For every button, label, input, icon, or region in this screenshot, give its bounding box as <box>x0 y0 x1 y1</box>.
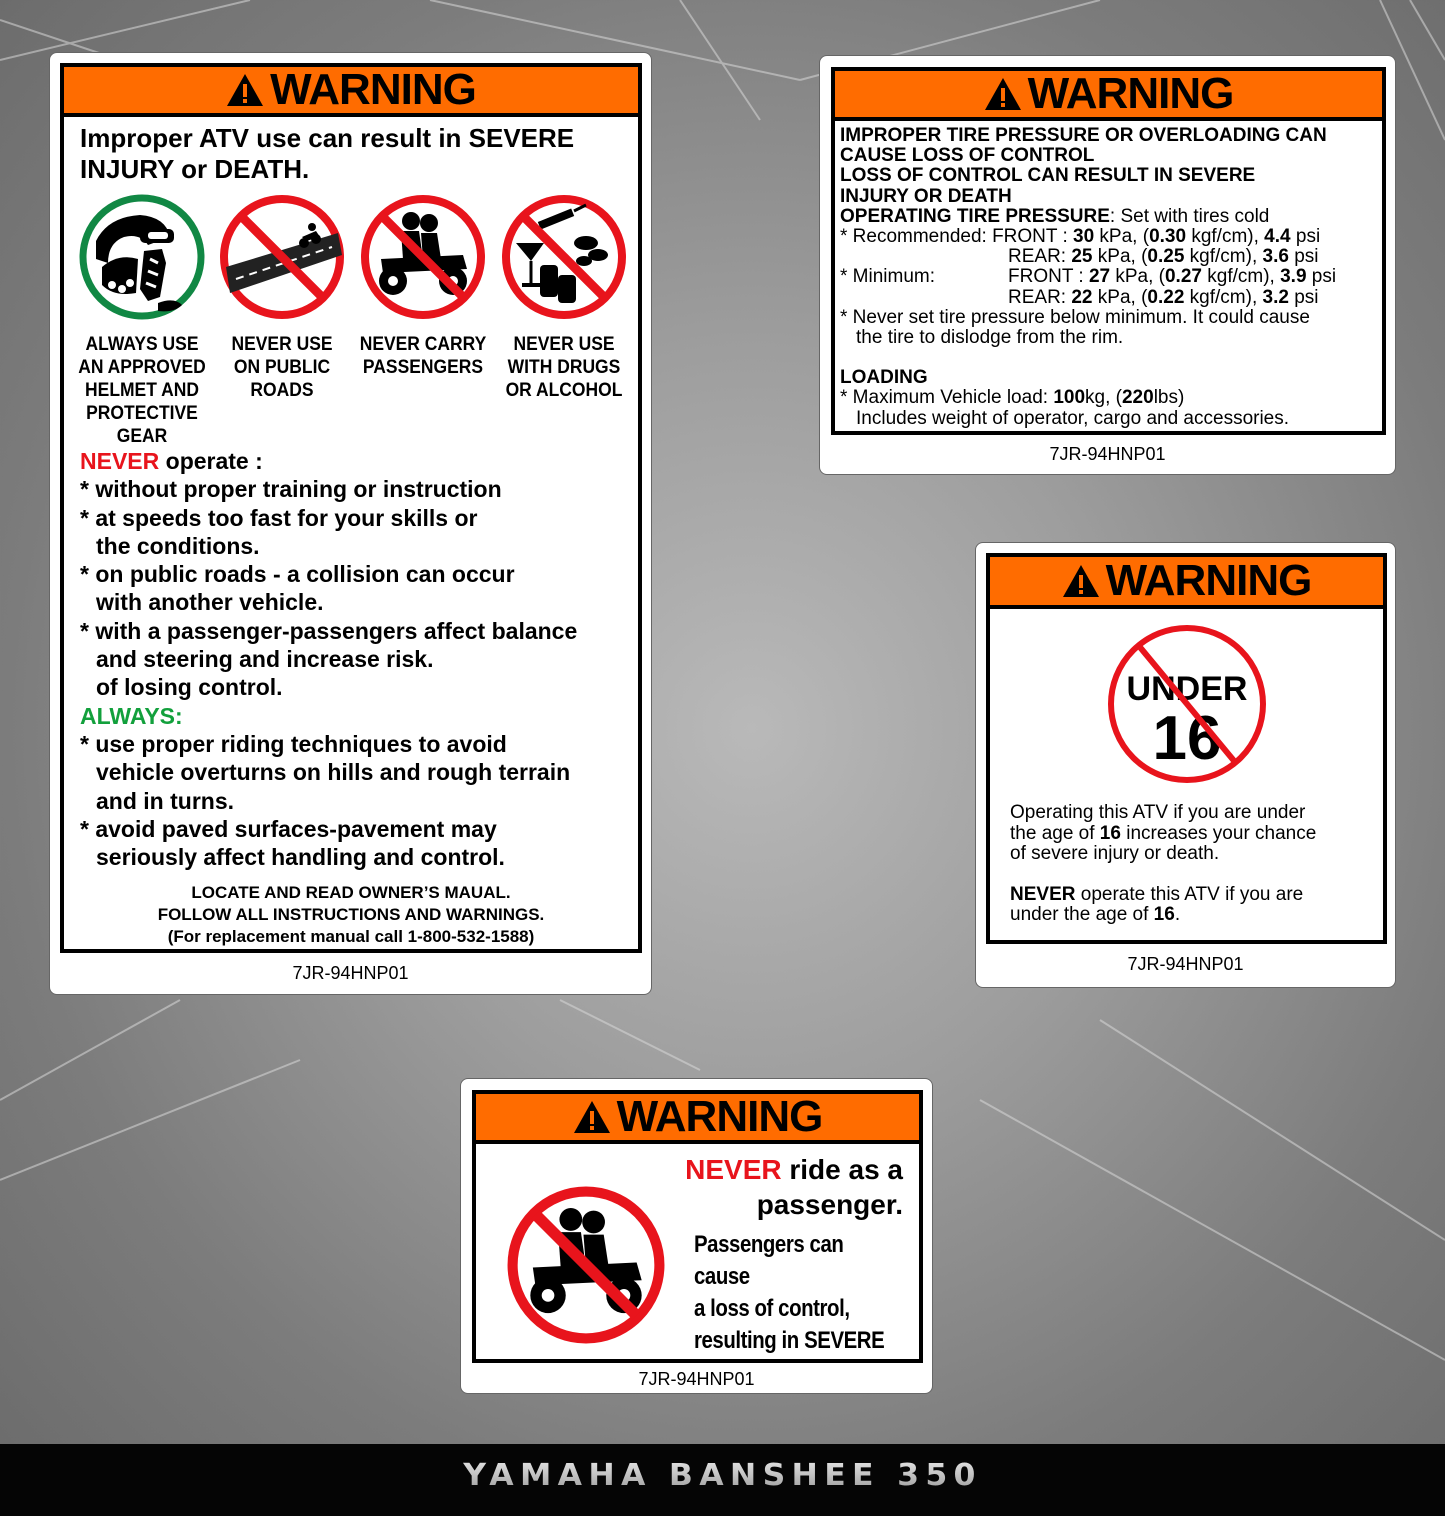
warning-word: WARNING <box>270 65 476 114</box>
svg-text:16: 16 <box>1152 704 1222 773</box>
headline-line: INJURY or DEATH. <box>80 154 310 184</box>
decal-border <box>60 63 642 953</box>
list-item: * without proper training or instruction <box>80 476 502 503</box>
manual-notice: LOCATE AND READ OWNER’S MAUAL. FOLLOW ALL INSTRUCTIONS AND WARNINGS. (For replacement manual call 1-800-532-1588) <box>157 883 545 946</box>
list-item: * with a passenger-passengers affect balance <box>80 617 578 644</box>
svg-text:UNDER: UNDER <box>1126 670 1248 708</box>
no-under-16-icon <box>1105 622 1269 786</box>
warning-banner <box>990 557 1383 609</box>
part-number: 7JR-94HNP01 <box>638 1369 755 1389</box>
never-heading: NEVER operate : <box>80 448 263 474</box>
tire-pressure-text: IMPROPER TIRE PRESSURE OR OVERLOADING CAN CAUSE LOSS OF CONTROL LOSS OF CONTROL CAN RESULT IN SEVERE INJURY OR DEATH OPERATING TIRE PRESSURE: Set with tires cold * Recommended: FRONT : 30 kPa, (0.30 kgf/cm), 4.4 psi REAR: 25 kPa, (0.25 kgf/cm), 3.6 psi * Minimum: FRONT : 27 kPa, (0.27 kgf/cm), 3.9 psi REAR: 22 kPa, (0.22 kgf/cm), 3.2 psi * Never set tire pressure below minimum. It could cause the tire to dislodge from the rim. LOADING * Maximum Vehicle load: 100kg, (220lbs) Includes weight of operator, cargo and accessories. <box>840 125 1337 429</box>
warning-word: WARNING <box>616 1092 823 1141</box>
list-item: and in turns. <box>96 787 234 814</box>
instructions-list <box>80 447 640 871</box>
decal-border <box>986 553 1387 944</box>
warning-triangle-icon <box>226 73 264 107</box>
age-notice: Operating this ATV if you are under the age of 16 increases your chance of severe injury or death. NEVER operate this ATV if you are under the age of 16. <box>1010 802 1317 925</box>
warning-banner <box>476 1094 919 1144</box>
list-item: * on public roads - a collision can occur <box>80 561 515 588</box>
helmet-gear-icon <box>78 193 206 321</box>
pictogram-caption-passengers: NEVER CARRY PASSENGERS <box>359 334 487 378</box>
part-number: 7JR-94HNP01 <box>1127 954 1244 974</box>
tire-pressure-decal <box>819 55 1396 475</box>
list-item: the conditions. <box>96 532 260 559</box>
pictogram-caption-roads: NEVER USE ON PUBLIC ROADS <box>231 334 333 401</box>
warning-triangle-icon <box>573 1100 611 1134</box>
list-item: with another vehicle. <box>96 589 324 616</box>
part-number: 7JR-94HNP01 <box>1049 444 1166 464</box>
decal-border <box>472 1090 923 1363</box>
no-passengers-icon <box>359 193 487 321</box>
headline <box>80 123 574 185</box>
warning-banner <box>64 67 638 117</box>
warning-word: WARNING <box>1105 556 1312 605</box>
warning-word: WARNING <box>1027 69 1234 118</box>
pictogram-caption-helmet: ALWAYS USE AN APPROVED HELMET AND PROTECTIVE GEAR <box>78 334 206 447</box>
footer-bar <box>0 1444 1445 1516</box>
main-warning-decal <box>49 52 652 995</box>
no-passengers-icon <box>505 1184 667 1346</box>
list-item: of losing control. <box>96 674 283 701</box>
pictogram-caption-drugs: NEVER USE WITH DRUGS OR ALCOHOL <box>505 334 623 401</box>
list-item: seriously affect handling and control. <box>96 844 505 871</box>
passenger-explanation: Passengers can cause a loss of control, resulting in SEVERE <box>694 1231 885 1354</box>
headline-line: Improper ATV use can result in SEVERE <box>80 123 575 153</box>
list-item: * use proper riding techniques to avoid <box>80 730 507 757</box>
list-item: * at speeds too fast for your skills or <box>80 504 478 531</box>
part-number: 7JR-94HNP01 <box>292 963 409 983</box>
warning-banner <box>835 71 1382 121</box>
warning-triangle-icon <box>984 77 1022 111</box>
under-16-decal <box>975 542 1396 988</box>
list-item: * avoid paved surfaces-pavement may <box>80 815 497 842</box>
always-heading: ALWAYS: <box>80 702 183 729</box>
no-public-roads-icon <box>218 193 346 321</box>
decal-border <box>831 67 1386 435</box>
list-item: and steering and increase risk. <box>96 646 434 673</box>
warning-triangle-icon <box>1062 564 1100 598</box>
passenger-decal <box>460 1078 933 1394</box>
no-drugs-alcohol-icon <box>500 193 628 321</box>
footer-title: YAMAHA BANSHEE 350 <box>0 1458 1445 1493</box>
passenger-headline: NEVER ride as a passenger. <box>685 1154 903 1220</box>
list-item: vehicle overturns on hills and rough terrain <box>96 759 571 786</box>
